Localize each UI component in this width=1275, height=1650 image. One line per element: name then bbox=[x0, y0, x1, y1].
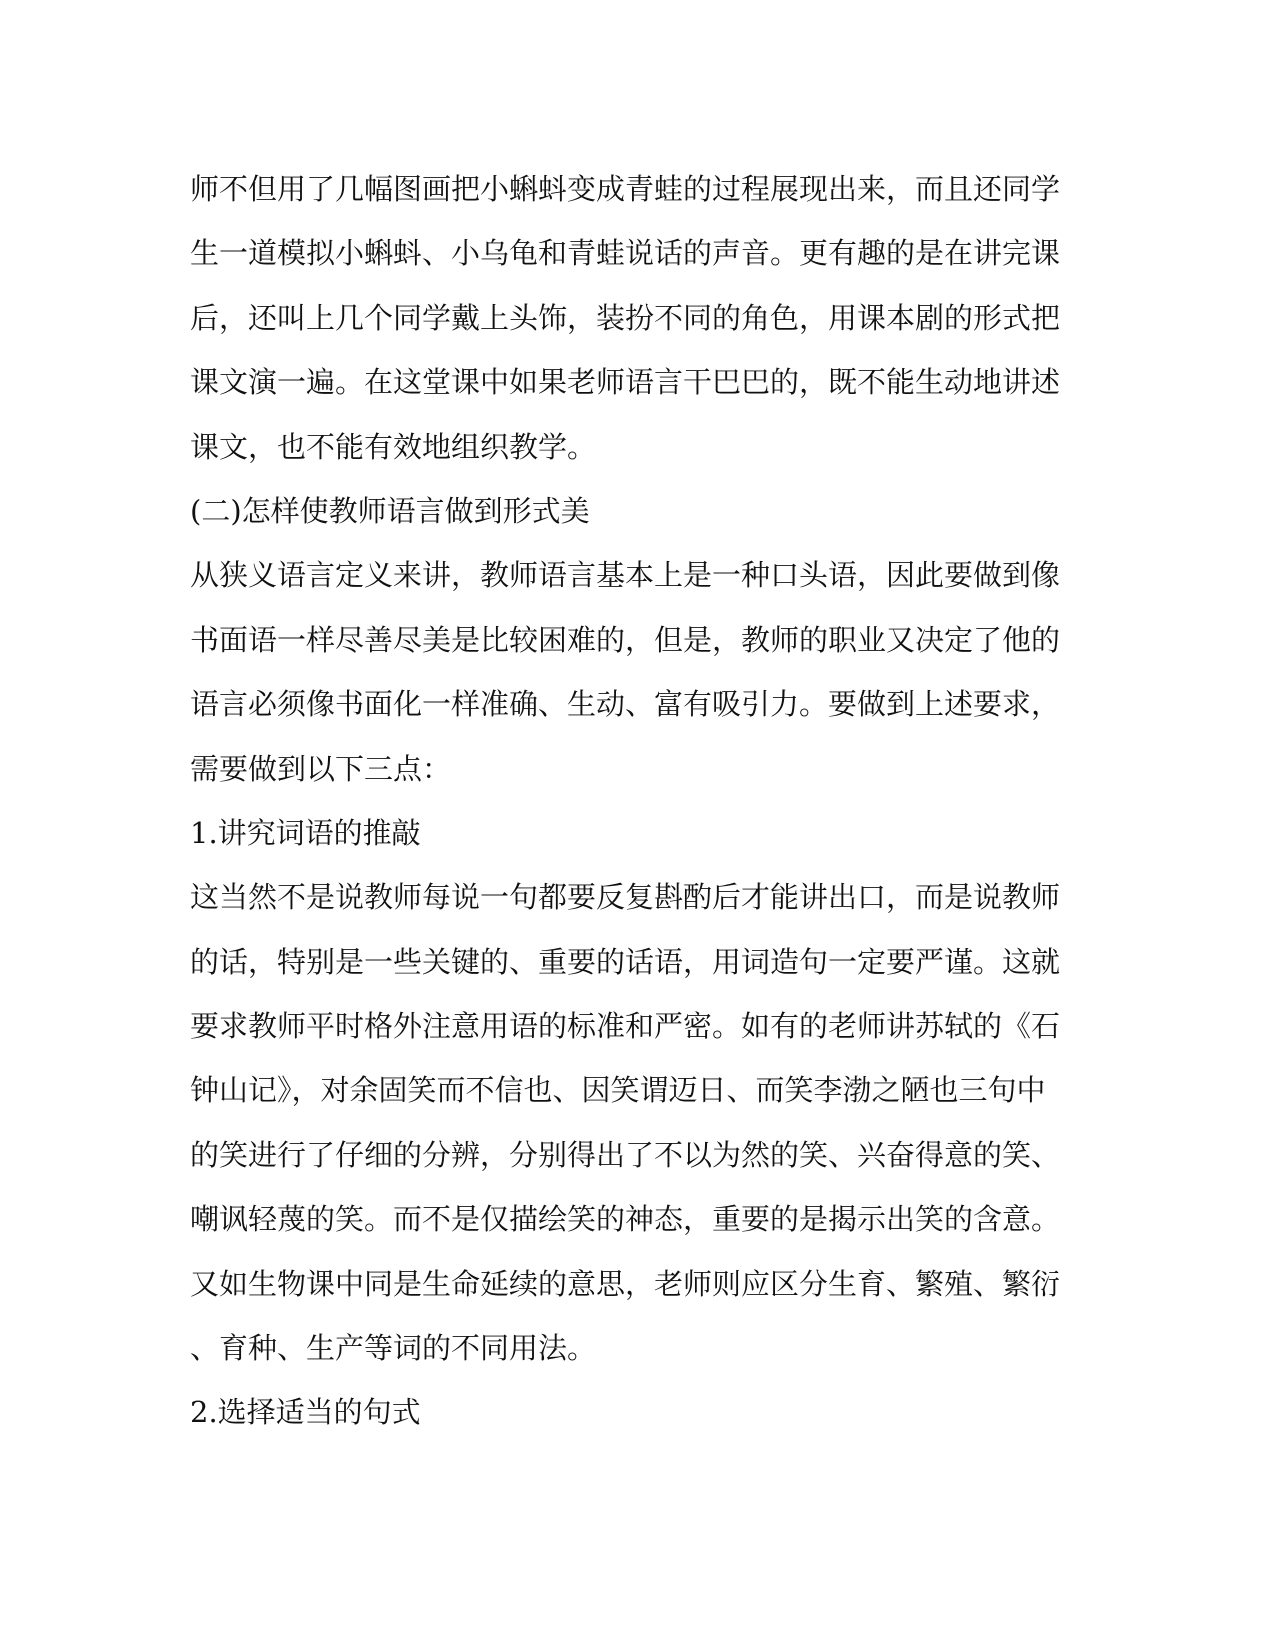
text-line: 钟山记》，对余固笑而不信也、因笑谓迈日、而笑李渤之陋也三句中 bbox=[190, 1073, 1046, 1108]
text-line: 语言必须像书面化一样准确、生动、富有吸引力。要做到上述要求， bbox=[190, 687, 1061, 722]
text-line: 需要做到以下三点： bbox=[190, 751, 452, 786]
text-line: 课文演一遍。在这堂课中如果老师语言干巴巴的，既不能生动地讲述 bbox=[190, 365, 1061, 400]
text-line: 的笑进行了仔细的分辨，分别得出了不以为然的笑、兴奋得意的笑、 bbox=[190, 1137, 1061, 1172]
text-line: 嘲讽轻蔑的笑。而不是仅描绘笑的神态，重要的是揭示出笑的含意。 bbox=[190, 1202, 1061, 1237]
text-line: 要求教师平时格外注意用语的标准和严密。如有的老师讲苏轼的《石 bbox=[190, 1009, 1061, 1044]
section-heading: (二)怎样使教师语言做到形式美 bbox=[190, 493, 590, 528]
text-line: 生一道模拟小蝌蚪、小乌龟和青蛙说话的声音。更有趣的是在讲完课 bbox=[190, 236, 1061, 271]
text-line: 课文，也不能有效地组织教学。 bbox=[190, 429, 597, 464]
text-line: 师不但用了几幅图画把小蝌蚪变成青蛙的过程展现出来，而且还同学 bbox=[190, 172, 1061, 206]
subsection-heading: 2.选择适当的句式 bbox=[190, 1395, 421, 1430]
text-line: 、育种、生产等词的不同用法。 bbox=[190, 1331, 597, 1366]
subsection-heading: 1.讲究词语的推敲 bbox=[190, 815, 421, 850]
text-line: 又如生物课中同是生命延续的意思，老师则应区分生育、繁殖、繁衍 bbox=[190, 1266, 1061, 1301]
text-line: 书面语一样尽善尽美是比较困难的，但是，教师的职业又决定了他的 bbox=[190, 622, 1061, 657]
text-line: 的话，特别是一些关键的、重要的话语，用词造句一定要严谨。这就 bbox=[190, 944, 1061, 979]
text-line: 从狭义语言定义来讲，教师语言基本上是一种口头语，因此要做到像 bbox=[190, 558, 1061, 593]
body-text bbox=[190, 157, 1070, 1445]
text-line: 后，还叫上几个同学戴上头饰，装扮不同的角色，用课本剧的形式把 bbox=[190, 300, 1061, 335]
text-line: 这当然不是说教师每说一句都要反复斟酌后才能讲出口，而是说教师 bbox=[190, 880, 1061, 915]
